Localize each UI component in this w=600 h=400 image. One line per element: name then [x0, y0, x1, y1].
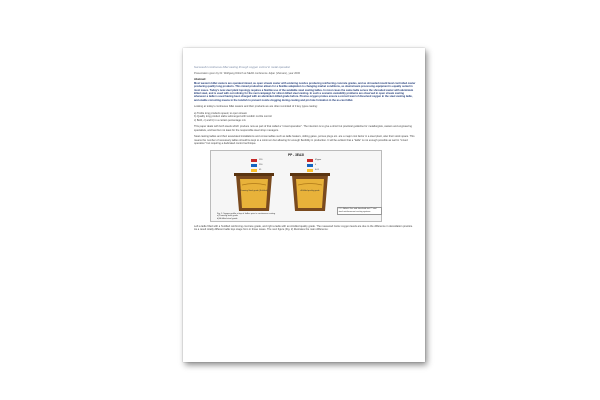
document-page: [183, 48, 425, 362]
flag-icon: [307, 164, 313, 167]
abstract-heading: Abstract:: [194, 77, 207, 82]
paragraph-ladles: Steel casting ladles and their associated installations and consumables such as ladle heaters, sliding gates, porous plugs etc. are a major cost factor in a steel plant, also their stock space. This means the number of necessary ladles should be kept to a minimum but allowing for enough flexibility in production. It will be evident that a "ladle" is not enough possible as well in "mixed operation" but requiring a dedicated control technique.: [194, 135, 415, 146]
flag-icon: [251, 159, 257, 162]
abstract-text: Most western billet casters are operated mixed, as open stream caster with endering nozzles producing reinforcing concrete grades, and as shrouded mould level controlled caster producing quality long products. This mixed production allows for a flexible adaptation to changing market conditions, as downstream processing equipment is equally suited in most cases. Today's new steel plant topology requires a flexible use of the available steel casting ladles. In most cases the same ladle serves the shrouded caster with aluminium killed steel, and is used with out relining for the next campaign for silicon killed steel casting. In such a scenario castability problems are observed in open stream casting whenever a ladle is used having been charged with an aluminium killed grade before. Precise oxygen probes ensure a correct level of dissolved oxygen in the steel casting ladle, and enable correcting means in the tundish to prevent nozzle clogging during casting and pin hole formation in the as-cast billet.: [194, 81, 416, 102]
left-value: 250: [259, 164, 263, 167]
page-content: [194, 66, 416, 232]
ladle-oxygen-figure: [210, 150, 382, 222]
left-value: 45: [259, 169, 262, 172]
list-item: a) Treble long products speed, to open stream: [194, 112, 248, 116]
figure-caption: [217, 213, 275, 221]
left-ladle-label: Forming Steel grade (Si-killed): [240, 189, 268, 192]
list-item: c) Both, c) and b) in a certain percentage mix: [194, 118, 246, 122]
figure-side-note: CO - Arbeit: Gas and dissolved stat 2" total steel reinforcement casting systems: [337, 207, 382, 215]
caption-line: Fig. 1 Oxygen profile at top of ladles prior to continuous casting: [217, 212, 276, 215]
document-title: Successful continuous billet casting through oxygen control in metal operation: [194, 65, 291, 69]
flag-icon: [251, 164, 257, 167]
figure-title: PP - 3EA3I: [288, 152, 304, 157]
right-ladle-illustration: [289, 171, 331, 215]
paragraph-figure-description: Left a ladle filled with a Si-killed reinforcing concrete grade, and right a ladle with an Al-killed quality grade. The measured Celox oxygen levels are due to the difference in deoxidation practice. As a result totally different ladle lays stage form in those cases. The next figure (Fig. 2) illustrates the main difference:: [194, 224, 413, 232]
right-value: 0.01: [315, 169, 319, 172]
paragraph-intro: Looking at today's continuous billet casters and their products we are often reminded of 3 key types casting:: [194, 105, 318, 109]
caption-line: b) Al-killed steel grade: [217, 217, 238, 220]
caption-line: a) Forming steel grade: [217, 215, 238, 218]
right-value: 4: [315, 164, 317, 167]
right-value: 65ppm: [315, 159, 322, 162]
presentation-credit: Presentation given by Dr. Wolfgang Dittrich at SEAD conference Juljan (Vietnam), year 2000: [194, 72, 301, 75]
right-ladle-label: Al-killed quality grade: [300, 189, 320, 192]
flag-icon: [307, 159, 313, 162]
paragraph-mixed-operation: This paper deals with both steels which produce now as part of that called a "mixed operation". The intention is to give a short but practical guideline for metallurgists, casters and engineering specialists, and last but not least for the responsible steel shop managers.: [194, 125, 412, 132]
left-ladle-illustration: [233, 171, 275, 215]
list-item: b) Quality long product slabs submerged with tundish nozzle control: [194, 115, 272, 119]
left-value: 120: [259, 159, 263, 162]
